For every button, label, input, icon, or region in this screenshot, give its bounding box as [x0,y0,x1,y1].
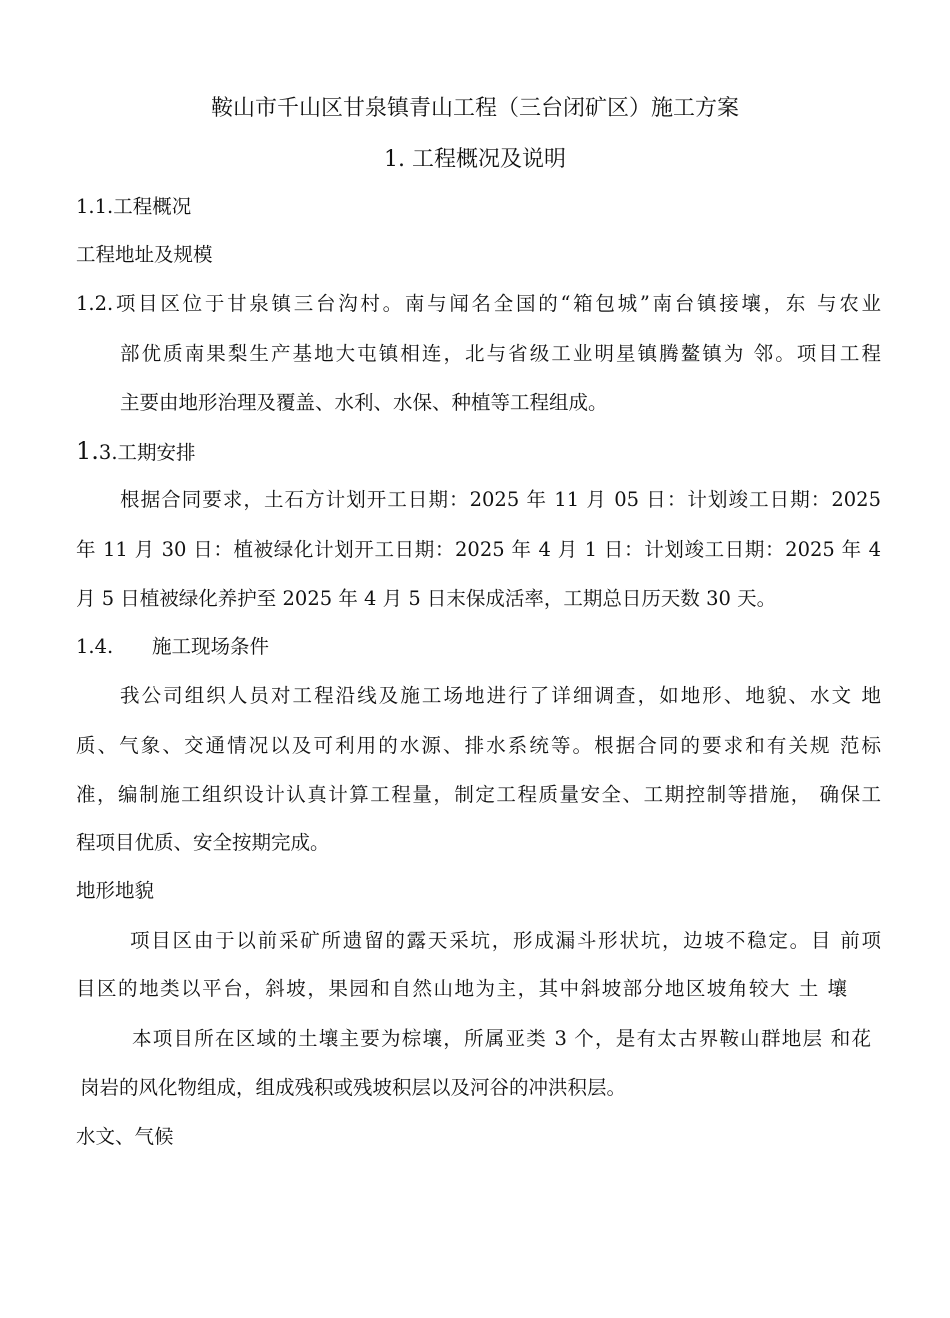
document-title: 鞍山市千山区甘泉镇青山工程（三台闭矿区）施工方案 [210,96,739,121]
subheading-1-3 [76,436,196,468]
subheading-1-4-text: 施工现场条件 [152,635,270,658]
paragraph-line: 主要由地形治理及覆盖、水利、水保、种植等工程组成。 [120,391,608,414]
section-heading: 1. 工程概况及说明 [384,147,566,172]
subheading-address: 工程地址及规模 [76,243,213,266]
subheading-terrain: 地形地貌 [76,879,155,902]
subheading-1-1: 1.1.工程概况 [76,195,192,218]
paragraph-line: 部优质南果梨生产基地大屯镇相连，北与省级工业明星镇腾鳌镇为 邻。项目工程 [120,342,881,365]
paragraph-line: 准，编制施工组织设计认真计算工程量，制定工程质量安全、工期控制等措施， 确保工 [76,783,881,806]
subheading-number: 1. [76,437,99,465]
paragraph-line: 质、气象、交通情况以及可利用的水源、排水系统等。根据合同的要求和有关规 范标 [76,734,881,757]
subheading-hydro: 水文、气候 [76,1125,174,1148]
paragraph-line: 月 5 日植被绿化养护至 2025 年 4 月 5 日末保成活率，工期总日历天数 30 天。 [76,587,777,610]
paragraph-line: 目区的地类以平台，斜坡，果园和自然山地为主，其中斜坡部分地区坡角较大 土 壤 [76,977,847,1000]
paragraph-line: 程项目优质、安全按期完成。 [76,831,330,854]
paragraph-line: 年 11 月 30 日：植被绿化计划开工日期：2025 年 4 月 1 日：计划竣工日期：2025 年 4 [76,538,881,561]
paragraph-line: 项目区由于以前采矿所遗留的露天采坑，形成漏斗形状坑，边坡不稳定。目 前项 [130,929,881,952]
subheading-1-4-number: 1.4. [76,635,114,658]
subheading-text: 3.工期安排 [98,441,196,464]
paragraph-line: 本项目所在区域的土壤主要为棕壤，所属亚类 3 个，是有太古界鞍山群地层 和花 [132,1027,871,1050]
paragraph-line: 我公司组织人员对工程沿线及施工场地进行了详细调查，如地形、地貌、水文 地 [120,684,881,707]
paragraph-line: 岗岩的风化物组成，组成残积或残坡积层以及河谷的冲洪积层。 [80,1076,627,1099]
paragraph-line: 1.2.项目区位于甘泉镇三台沟村。南与闻名全国的“箱包城”南台镇接壤，东 与农业 [76,292,881,315]
paragraph-line: 根据合同要求，土石方计划开工日期：2025 年 11 月 05 日：计划竣工日期：2025 [120,488,881,511]
